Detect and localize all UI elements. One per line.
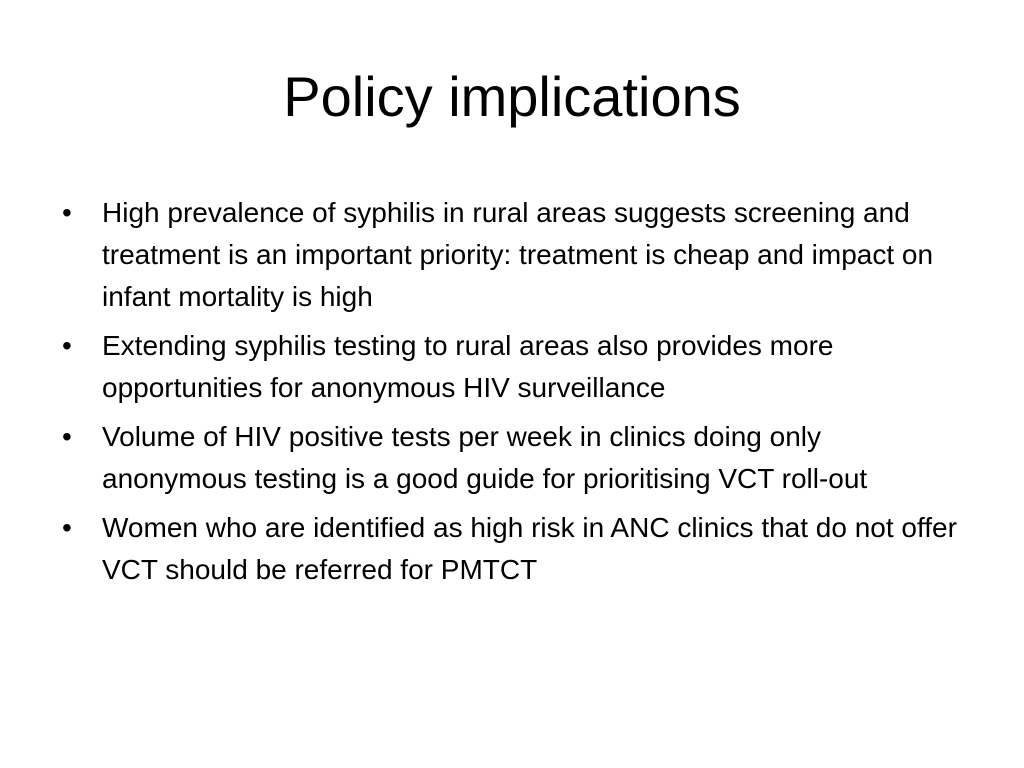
bullet-list bbox=[62, 192, 962, 598]
bullet-dot-icon: • bbox=[62, 330, 72, 361]
slide-title: Policy implications bbox=[283, 65, 741, 128]
bullet-text: Women who are identified as high risk in ANC clinics that do not offer VCT should be referred for PMTCT bbox=[102, 512, 957, 585]
bullet-text: High prevalence of syphilis in rural areas suggests screening and treatment is an important priority: treatment is cheap and impact on infant mortality is high bbox=[102, 197, 934, 312]
bullet-item bbox=[62, 507, 962, 591]
bullet-item bbox=[62, 325, 962, 409]
bullet-text: Extending syphilis testing to rural areas also provides more opportunities for anonymous HIV surveillance bbox=[102, 330, 834, 403]
bullet-item bbox=[62, 416, 962, 500]
bullet-item bbox=[62, 192, 962, 318]
bullet-dot-icon: • bbox=[62, 512, 72, 543]
bullet-dot-icon: • bbox=[62, 197, 72, 228]
bullet-dot-icon: • bbox=[62, 421, 72, 452]
bullet-text: Volume of HIV positive tests per week in clinics doing only anonymous testing is a good guide for prioritising VCT roll-out bbox=[102, 421, 868, 494]
